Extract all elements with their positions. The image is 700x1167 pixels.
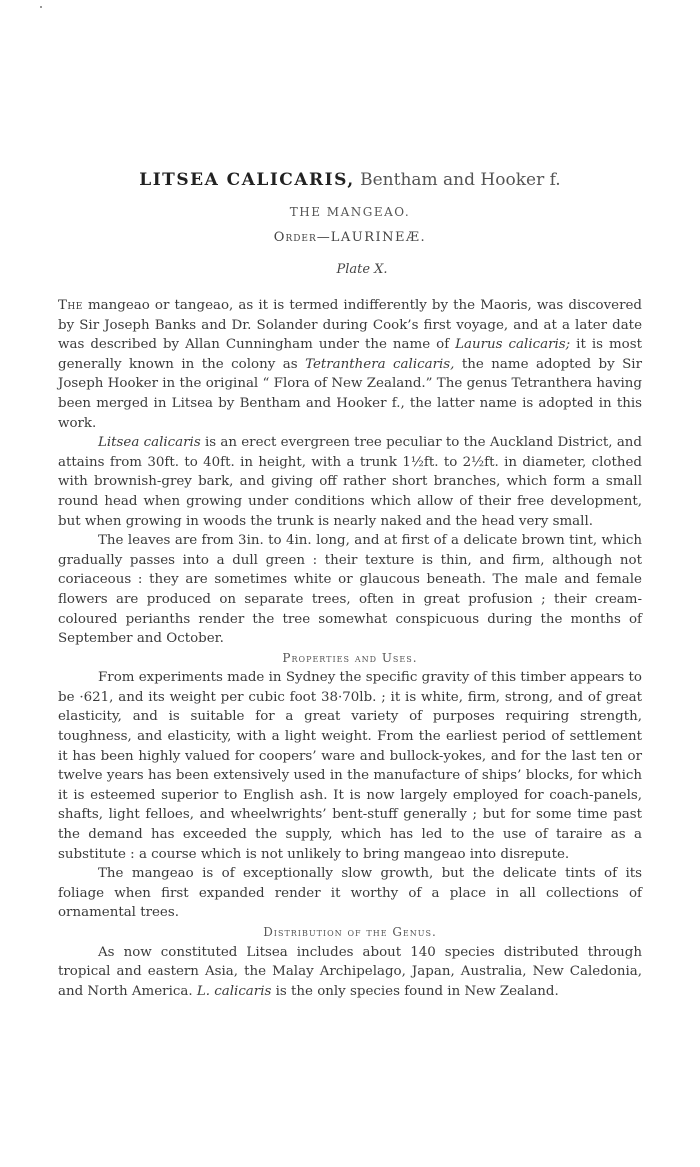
order-label: Order <box>273 230 317 245</box>
distribution-heading: Distribution of the Genus. <box>263 925 437 939</box>
description-text: is an erect evergreen tree peculiar to the Auckland District, and attains from 30ft. to 40ft. in height, with a trunk 1½ft. to 2½ft. in diameter, clothed with brownish-grey bark, and giving off rather short branches, which form a small round head when growing under conditions which allow of their free development, but when growing in woods the trunk is nearly naked and the head very small. <box>58 435 642 529</box>
order-name: LAURINEÆ. <box>330 230 427 245</box>
distribution-text-1: As now constituted Litsea includes about 140 species distributed through tropical and eastern Asia, the Malay Archipelago, Japan, Australia, New Caledonia, and North America. <box>58 944 642 999</box>
intro-paragraph <box>58 296 642 433</box>
growth-paragraph: The mangeao is of exceptionally slow growth, but the delicate tints of its foliage when first expanded render it worthy of a place in all collections of ornamental trees. <box>58 866 642 921</box>
distribution-italic-species: L. calicaris <box>196 983 272 999</box>
intro-text-3: the name adopted by Sir Joseph Hooker in the original “ Flora of New Zealand.” The genus Tetranthera having been merged in Litsea by Bentham and Hooker f., the latter name is adopted in this work. <box>58 356 642 431</box>
plate-reference: Plate X. <box>336 262 388 277</box>
description-italic-species: Litsea calicaris <box>98 435 201 451</box>
species-title <box>0 168 700 192</box>
intro-italic-laurus: Laurus calicaris; <box>455 337 571 353</box>
intro-italic-tetranthera: Tetranthera calicaris, <box>305 356 455 372</box>
leaves-paragraph: The leaves are from 3in. to 4in. long, and at first of a delicate brown tint, which gradually passes into a dull green : their texture is thin, and firm, although not coriaceous : they are sometimes white or glaucous beneath. The male and female flowers are produced on separate trees, often in great profusion ; their cream-coloured perianths render the tree somewhat conspicuous during the months of September and October. <box>58 533 642 647</box>
properties-heading: Properties and Uses. <box>282 650 418 665</box>
order-line <box>0 230 700 245</box>
properties-paragraph: From experiments made in Sydney the specific gravity of this timber appears to be ·621, and its weight per cubic foot 38·70lb. ; it is white, firm, strong, and of great elasticity, and is suitable for a great variety of purposes requiring strength, toughness, and elasticity, with a light weight. From the earliest period of settlement it has been highly valued for coopers’ ware and bullock-yokes, and for the last ten or twelve years has been extensively used in the manufacture of ships’ blocks, for which it is esteemed superior to English ash. It is now largely employed for coach-panels, shafts, light felloes, and wheelwrights’ bent-stuff generally ; but for some time past the demand has exceeded the supply, which has led to the use of taraire as a substitute : a course which is not unlikely to bring mangeao into disrepute. <box>58 670 642 862</box>
intro-text-2: it is most generally known in the colony as <box>58 337 642 372</box>
intro-lead-word: The <box>58 298 83 313</box>
intro-text-1: mangeao or tangeao, as it is termed indifferently by the Maoris, was discovered by Sir Joseph Banks and Dr. Solander during Cook’s first voyage, and at a later date was described by Allan Cunningham under the name of <box>58 298 642 353</box>
distribution-paragraph <box>58 943 642 1002</box>
main-text <box>58 296 642 1001</box>
order-dash: — <box>316 230 331 245</box>
distribution-text-2: is the only species found in New Zealand. <box>271 983 559 999</box>
page-speck <box>40 6 42 8</box>
species-name: LITSEA CALICARIS, <box>139 170 355 190</box>
common-name: THE MANGEAO. <box>289 205 411 219</box>
species-authority: Bentham and Hooker f. <box>360 170 561 190</box>
description-paragraph <box>58 433 642 531</box>
